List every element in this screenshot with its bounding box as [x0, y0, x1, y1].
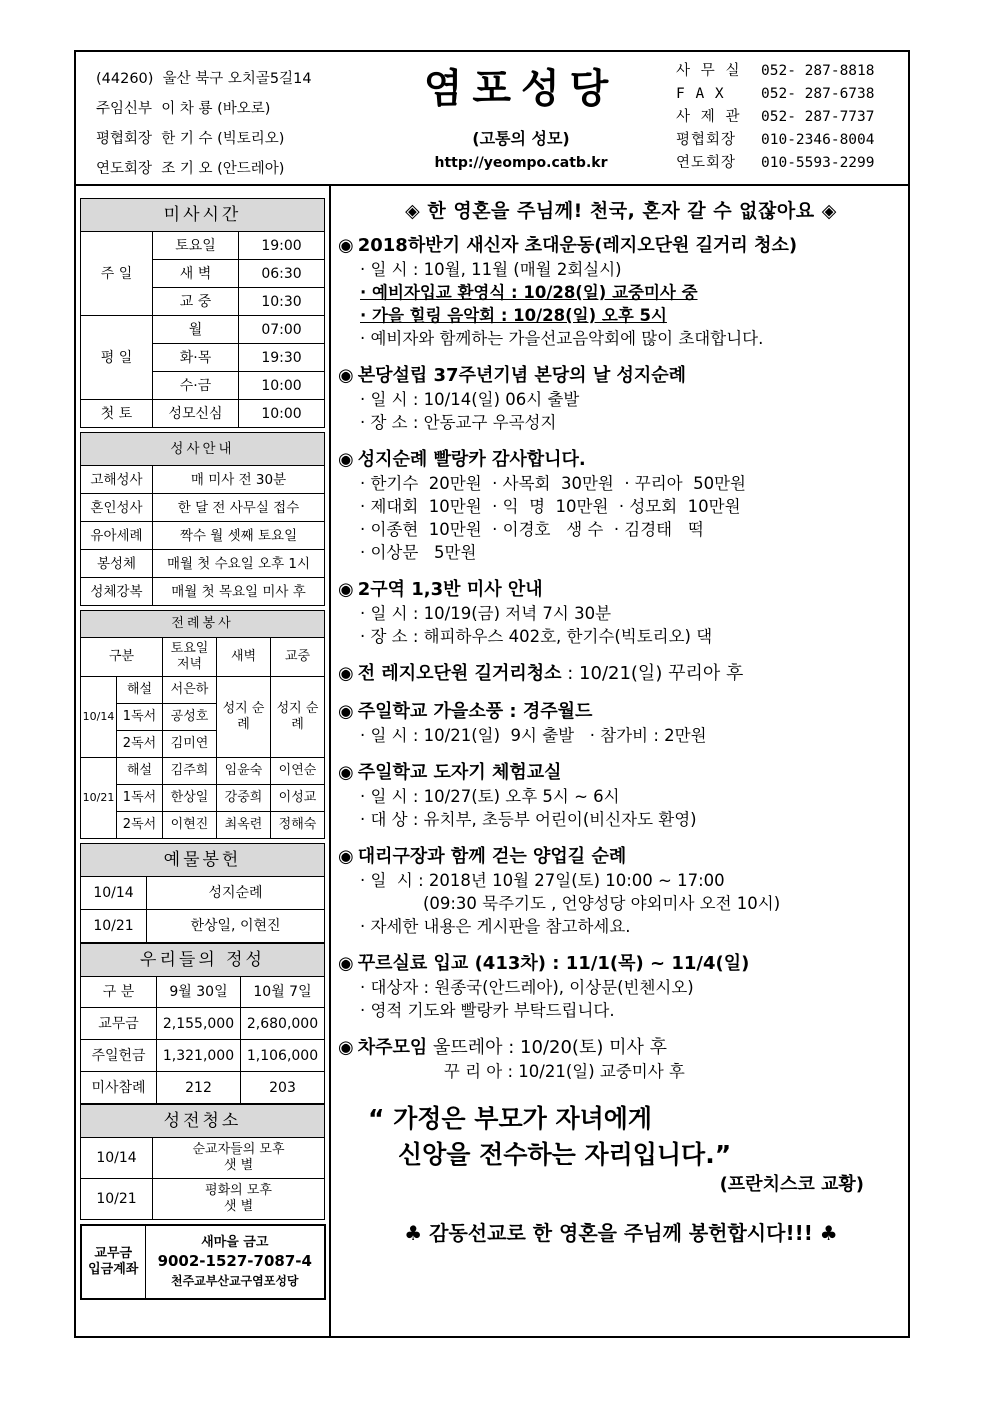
notice-school-picnic: ◉ 주일학교 가을소풍 : 경주월드 · 일 시 : 10/21(일) 9시 출발 · 참가비 : 2만원	[338, 701, 707, 745]
account-number: 9002-1527-7087-4	[157, 1252, 312, 1270]
main-banner: ◈ 한 영혼을 주님께! 천국, 혼자 갈 수 없잖아요 ◈	[405, 200, 837, 222]
bank-name: 새마을 금고	[201, 1235, 269, 1250]
table-row: 고해성사 매 미사 전 30분	[81, 466, 325, 494]
liturgy-service-table: 전례봉사 구분 토요일 저녁 새벽 교중 10/14 해설 서은하 성지 순례 성지 순례 1독서 공성호 2독서 김미연 10/21 해설 김주희 임윤숙 이연순 1독서 한상일 강중희 이성교 2독서 이현진 최옥련 정해숙	[80, 610, 325, 839]
contact-office: 사 무 실 052- 287-8818	[676, 63, 875, 79]
closing-slogan: ♣ 감동선교로 한 영혼을 주님께 봉헌합시다!!! ♣	[404, 1221, 838, 1245]
notice-thanks: ◉ 성지순례 빨랑카 감사합니다. · 한기수 20만원 · 사목회 30만원 · 꾸리아 50만원 · 제대회 10만원 · 익 명 10만원 · 성모회 10만원 · 이종현 10만원 · 이경호 생 수 · 김경태 떡 · 이상문 5만원	[338, 449, 746, 562]
quote-source: (프란치스코 교황)	[719, 1174, 864, 1195]
notice-new-members: ◉ 2018하반기 새신자 초대운동(레지오단원 길거리 청소) · 일 시 : 10월, 11월 (매월 2회실시) · 예비자입교 환영식 : 10/28(일) 교중미사 중 · 가을 힐링 음악회 : 10/28(일) 오후 5시 · 예비자와 함께하는 가을선교음악회에 많이 초대합니다.	[338, 235, 798, 348]
bullet-icon: ◉	[338, 846, 354, 867]
sacraments-table	[80, 432, 325, 606]
bullet-icon: ◉	[338, 953, 354, 974]
first-sat-label: 첫 토	[81, 400, 153, 428]
donations-title: 우리들의 정성	[81, 944, 325, 977]
notice-pottery: ◉ 주일학교 도자기 체험교실 · 일 시 : 10/27(토) 오후 5시 ~ 6시 · 대 상 : 유치부, 초등부 어린이(비신자도 환영)	[338, 762, 697, 829]
account-box: 교무금 입금계좌 새마을 금고 9002-1527-7087-4 천주교부산교구염포성당	[80, 1224, 326, 1300]
mass-times-title: 미사시간	[81, 199, 325, 232]
parish-info	[96, 64, 312, 184]
contact-fax: F A X 052- 287-6738	[676, 86, 875, 102]
notice-yangeop-walk: ◉ 대리구장과 함께 걷는 양업길 순례 · 일 시 : 2018년 10월 27일(토) 10:00 ~ 17:00 (09:30 묵주기도 , 언양성당 야외미사 오전 10시) · 자세한 내용은 게시판을 참고하세요.	[338, 846, 781, 936]
contact-rectory: 사 제 관 052- 287-7737	[676, 109, 875, 125]
mass-times-table: 미사시간 주 일 토요일 19:00 새 벽 06:30 교 중 10:30 평 일 월 07:00 화·목 19:30 수·금 10:00 첫 토 성모신심 10:00	[80, 198, 325, 428]
masthead	[406, 60, 636, 171]
bullet-icon: ◉	[338, 235, 354, 256]
sidebar	[80, 198, 324, 1300]
notice-next-week: ◉ 차주모임 울뜨레아 : 10/20(토) 미사 후 꾸 리 아 : 10/21(일) 교중미사 후	[338, 1037, 685, 1081]
main-content	[338, 190, 904, 1246]
table-row: 유아세례 짝수 월 셋째 토요일	[81, 522, 325, 550]
bullet-icon: ◉	[338, 449, 354, 470]
bullet-icon: ◉	[338, 701, 354, 722]
notice-pilgrimage: ◉ 본당설립 37주년기념 본당의 날 성지순례 · 일 시 : 10/14(일) 06시 출발 · 장 소 : 안동교구 우곡성지	[338, 365, 687, 432]
sunday-label: 주 일	[81, 232, 153, 316]
page-title: 염포성당	[423, 66, 619, 112]
address: (44260) 울산 북구 오치골5길14	[96, 71, 312, 87]
table-row: 혼인성사 한 달 전 사무실 접수	[81, 494, 325, 522]
table-row: 10/21 평화의 모후 샛 별	[81, 1179, 325, 1220]
website-link[interactable]: http://yeompo.catb.kr	[434, 155, 608, 171]
bulletin-frame	[74, 50, 910, 1338]
cleaning-title: 성전청소	[81, 1105, 325, 1138]
weekday-label: 평 일	[81, 316, 153, 400]
table-row: 미사참례 212 203	[81, 1072, 325, 1104]
table-row: 10/21 한상일, 이현진	[81, 910, 325, 943]
donations-table: 우리들의 정성 구 분 9월 30일 10월 7일 교무금 2,155,000 2,680,000 주일헌금 1,321,000 1,106,000 미사참례 212 203	[80, 943, 325, 1104]
notice-cursillo: ◉ 꾸르실료 입교 (413차) : 11/1(목) ~ 11/4(일) · 대상자 : 원종국(안드레아), 이상문(빈첸시오) · 영적 기도와 빨랑카 부탁드립니다.	[338, 953, 750, 1020]
offering-table	[80, 843, 325, 943]
liturgy-title: 전례봉사	[81, 611, 325, 638]
contact-council: 평협회장 010-2346-8004	[676, 132, 875, 148]
contact-yeondo: 연도회장 010-5593-2299	[676, 155, 875, 171]
account-holder: 천주교부산교구염포성당	[170, 1274, 299, 1288]
notice-street-cleaning: ◉ 전 레지오단원 길거리청소 : 10/21(일) 꾸리아 후	[338, 663, 744, 684]
table-row: 10/14 성지순례	[81, 877, 325, 910]
bullet-icon: ◉	[338, 663, 354, 684]
table-row: 주일헌금 1,321,000 1,106,000	[81, 1040, 325, 1072]
column-divider	[329, 184, 331, 1338]
yeondo-president: 연도회장 조 기 오 (안드레아)	[96, 161, 285, 177]
table-row: 교무금 2,155,000 2,680,000	[81, 1008, 325, 1040]
notice-district-mass: ◉ 2구역 1,3반 미사 안내 · 일 시 : 10/19(금) 저녁 7시 30분 · 장 소 : 해피하우스 402호, 한기수(빅토리오) 댁	[338, 579, 713, 646]
header	[76, 52, 908, 186]
offering-title: 예물봉헌	[81, 844, 325, 877]
bullet-icon: ◉	[338, 762, 354, 783]
table-row: 성체강복 매월 첫 목요일 미사 후	[81, 578, 325, 606]
pope-quote: “ 가정은 부모가 자녀에게 신앙을 전수하는 자리입니다.” (프란치스코 교황)	[338, 1101, 904, 1197]
bullet-icon: ◉	[338, 579, 354, 600]
table-row: 봉성체 매월 첫 수요일 오후 1시	[81, 550, 325, 578]
pastor: 주임신부 이 차 룡 (바오로)	[96, 101, 271, 117]
bullet-icon: ◉	[338, 1037, 354, 1058]
council-president: 평협회장 한 기 수 (빅토리오)	[96, 131, 285, 147]
contact-list	[676, 60, 875, 175]
patron-subtitle: (고통의 성모)	[472, 129, 570, 148]
table-row: 10/14 순교자들의 모후 샛 별	[81, 1138, 325, 1179]
sacraments-title: 성사안내	[81, 433, 325, 466]
cleaning-table	[80, 1104, 325, 1220]
bullet-icon: ◉	[338, 365, 354, 386]
